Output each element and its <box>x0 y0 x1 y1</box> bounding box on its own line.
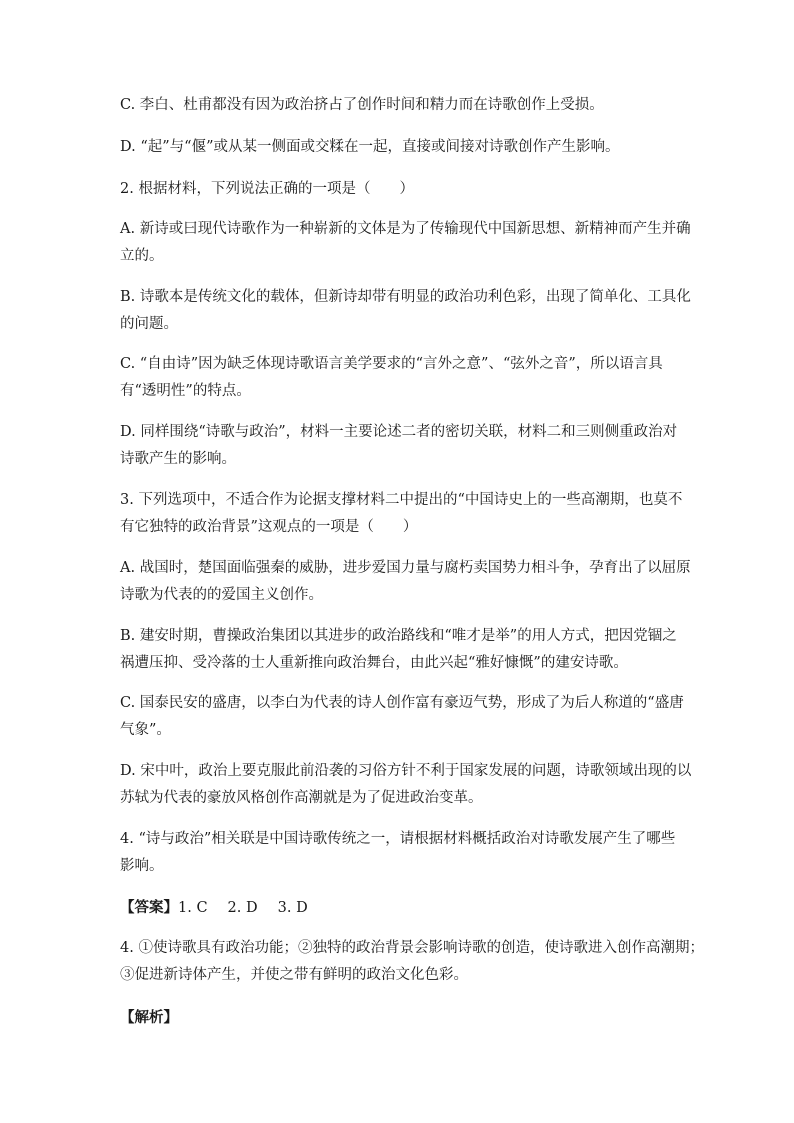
analysis-heading <box>120 1004 680 1031</box>
answer-3: 3. D <box>277 900 308 916</box>
text-line: A. 战国时，楚国面临强秦的威胁，进步爱国力量与腐朽卖国势力相斗争，孕育出了以屈原 <box>120 560 691 576</box>
option-b-q2 <box>120 284 691 338</box>
answer-row <box>120 894 680 922</box>
option-d-q3 <box>120 758 692 812</box>
answer-label: 【答案】 <box>120 899 178 916</box>
text-line: 2. 根据材料，下列说法正确的一项是（ ） <box>120 181 414 197</box>
text-line <box>120 894 680 922</box>
text-line: 祸遭压抑、受冷落的士人重新推向政治舞台，由此兴起“雅好慷慨”的建安诗歌。 <box>120 655 628 671</box>
analysis-label: 【解析】 <box>120 1009 178 1026</box>
option-a-q2 <box>120 216 691 270</box>
question-3 <box>120 487 683 541</box>
text-line: C. “自由诗”因为缺乏体现诗歌语言美学要求的“言外之意”、“弦外之音”，所以语言具 <box>120 356 663 372</box>
text-line: 4. “诗与政治”相关联是中国诗歌传统之一，请根据材料概括政治对诗歌发展产生了哪些 <box>120 831 676 847</box>
text-line: C. 国泰民安的盛唐，以李白为代表的诗人创作富有豪迈气势，形成了为后人称道的“盛唐 <box>120 695 684 711</box>
text-line: A. 新诗或曰现代诗歌作为一种崭新的文体是为了传输现代中国新思想、新精神而产生并确 <box>120 221 691 237</box>
text-line: 诗歌产生的影响。 <box>120 451 236 467</box>
text-line: D. 同样围绕“诗歌与政治”，材料一主要论述二者的密切关联，材料二和三则侧重政治对 <box>120 424 678 440</box>
text-line: 有“透明性”的特点。 <box>120 383 251 399</box>
text-line: 的问题。 <box>120 316 178 332</box>
text-line: 3. 下列选项中，不适合作为论据支撑材料二中提出的“中国诗史上的一些高潮期，也莫不 <box>120 492 683 508</box>
text-line: D. “起”与“偃”或从某一侧面或交糅在一起，直接或间接对诗歌创作产生影响。 <box>120 139 620 155</box>
text-line: ③促进新诗体产生，并使之带有鲜明的政治文化色彩。 <box>120 967 468 983</box>
option-b-q3 <box>120 623 680 677</box>
question-4 <box>120 826 680 880</box>
text-line: 诗歌为代表的的爱国主义创作。 <box>120 587 323 603</box>
answer-q4 <box>120 935 704 989</box>
option-d-q2 <box>120 419 680 473</box>
text-line: 4. ①使诗歌具有政治功能；②独特的政治背景会影响诗歌的创造，使诗歌进入创作高潮期； <box>120 940 704 956</box>
text-line: 有它独特的政治背景”这观点的一项是（ ） <box>120 519 418 535</box>
text-line: B. 建安时期，曹操政治集团以其进步的政治路线和“唯才是举”的用人方式，把因党锢之 <box>120 628 677 644</box>
answer-1: 1. C <box>178 900 208 916</box>
question-2 <box>120 176 680 203</box>
option-d-q1 <box>120 134 680 161</box>
text-line: B. 诗歌本是传统文化的载体，但新诗却带有明显的政治功利色彩，出现了简单化、工具化 <box>120 289 691 305</box>
text-line: C. 李白、杜甫都没有因为政治挤占了创作时间和精力而在诗歌创作上受损。 <box>120 97 604 113</box>
text-line: 气象”。 <box>120 722 171 738</box>
text-line: 影响。 <box>120 858 164 874</box>
text-line: D. 宋中叶，政治上要克服此前沿袭的习俗方针不利于国家发展的问题，诗歌领域出现的以 <box>120 763 692 779</box>
option-c-q2 <box>120 351 680 405</box>
option-c-q1 <box>120 92 680 119</box>
text-line: 苏轼为代表的豪放风格创作高潮就是为了促进政治变革。 <box>120 790 483 806</box>
answer-2: 2. D <box>227 900 258 916</box>
option-a-q3 <box>120 555 691 609</box>
text-line: 立的。 <box>120 248 164 264</box>
option-c-q3 <box>120 690 684 744</box>
